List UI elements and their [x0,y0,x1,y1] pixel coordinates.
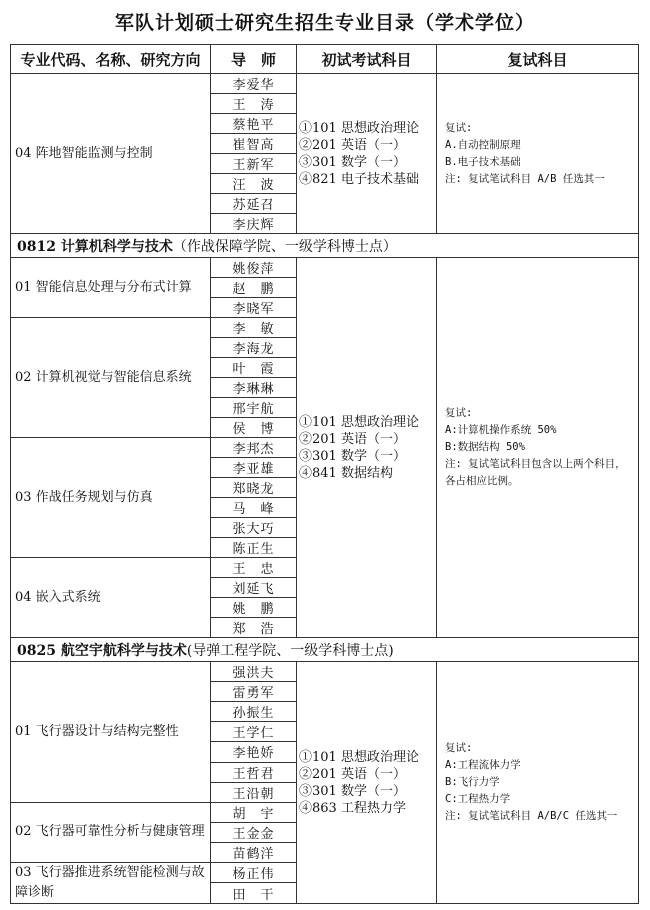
major-heading-row [11,234,639,258]
exam-subjects-cell [297,258,437,638]
exam-line: ②201 英语（一） [299,431,406,447]
advisor-cell: 郑晓龙 [211,478,297,498]
advisor-cell: 李晓军 [211,298,297,318]
exam-line: ③301 数学（一） [299,448,406,464]
exam-line: ②201 英语（一） [299,137,406,153]
exam-line: ①101 思想政治理论 [299,120,419,136]
advisor-cell: 王金金 [211,822,297,842]
advisor-cell: 李亚雄 [211,458,297,478]
major-name: 0812 计算机科学与技术 [17,238,173,255]
header-exam: 初试考试科目 [297,45,437,74]
retest-line: 注: 复试笔试科目包含以上两个科目，各占相应比例。 [445,458,626,488]
advisor-cell: 强洪夫 [211,662,297,682]
advisor-cell: 陈正生 [211,538,297,558]
advisor-cell: 王新军 [211,154,297,174]
direction-cell: 04 阵地智能监测与控制 [11,74,211,234]
advisor-cell: 崔智高 [211,134,297,154]
advisor-cell: 邢宇航 [211,398,297,418]
exam-line: ①101 思想政治理论 [299,749,419,765]
advisor-cell: 姚 鹏 [211,598,297,618]
advisor-cell: 王学仁 [211,722,297,742]
exam-line: ③301 数学（一） [299,154,406,170]
table-row [11,662,639,682]
retest-line: B:飞行力学 [445,776,500,789]
advisor-cell: 李 敏 [211,318,297,338]
advisor-cell: 雷勇军 [211,682,297,702]
advisor-cell: 孙振生 [211,702,297,722]
advisor-cell: 苗鹤洋 [211,842,297,862]
table-row [11,258,639,278]
exam-line: ③301 数学（一） [299,783,406,799]
retest-line: 注: 复试笔试科目 A/B/C 任选其一 [445,810,618,823]
direction-cell: 03 飞行器推进系统智能检测与故障诊断 [11,862,211,903]
retest-line: A.自动控制原理 [445,138,521,151]
major-heading [11,638,639,662]
advisor-cell: 姚俊萍 [211,258,297,278]
major-heading [11,234,639,258]
exam-subjects-cell [297,74,437,234]
advisor-cell: 李爱华 [211,74,297,94]
major-note: （作战保障学院、一级学科博士点） [172,238,397,255]
retest-line: C:工程热力学 [445,793,511,806]
header-code: 专业代码、名称、研究方向 [11,45,211,74]
advisor-cell: 李琳琳 [211,378,297,398]
header-row [11,45,639,74]
advisor-cell: 李庆辉 [211,214,297,234]
advisor-cell: 李海龙 [211,338,297,358]
advisor-cell: 王 忠 [211,558,297,578]
exam-subjects-cell [297,662,437,904]
advisor-cell: 李艳娇 [211,742,297,762]
advisor-cell: 侯 博 [211,418,297,438]
major-note: (导弹工程学院、一级学科博士点) [186,642,394,659]
exam-line: ④821 电子技术基础 [299,171,419,187]
advisor-cell: 王沿朝 [211,782,297,802]
advisor-cell: 蔡艳平 [211,114,297,134]
advisor-cell: 郑 浩 [211,618,297,638]
retest-subjects-cell [437,662,639,904]
retest-subjects-cell [437,258,639,638]
retest-line: B:数据结构 50% [445,441,525,454]
page-title: 军队计划硕士研究生招生专业目录（学术学位） [114,12,535,34]
advisor-cell: 苏延召 [211,194,297,214]
exam-line: ④841 数据结构 [299,465,393,481]
header-advisor: 导 师 [211,45,297,74]
exam-line: ②201 英语（一） [299,766,406,782]
advisor-cell: 杨正伟 [211,862,297,883]
advisor-cell: 李邦杰 [211,438,297,458]
retest-line: 注: 复试笔试科目 A/B 任选其一 [445,172,605,185]
advisor-cell: 马 峰 [211,498,297,518]
direction-cell: 02 飞行器可靠性分析与健康管理 [11,802,211,862]
direction-cell: 03 作战任务规划与仿真 [11,438,211,558]
direction-cell: 02 计算机视觉与智能信息系统 [11,318,211,438]
advisor-cell: 胡 宇 [211,802,297,822]
header-retest: 复试科目 [437,45,639,74]
advisor-cell: 赵 鹏 [211,278,297,298]
retest-line: 复试: [445,742,473,755]
retest-line: 复试: [445,121,473,134]
advisor-cell: 田 干 [211,883,297,904]
table-row [11,74,639,94]
retest-line: A:工程流体力学 [445,759,521,772]
exam-line: ①101 思想政治理论 [299,414,419,430]
advisor-cell: 叶 霞 [211,358,297,378]
advisor-cell: 刘延飞 [211,578,297,598]
advisor-cell: 王 涛 [211,94,297,114]
advisor-cell: 汪 波 [211,174,297,194]
catalog-table [10,44,639,904]
advisor-cell: 王哲君 [211,762,297,782]
direction-cell: 04 嵌入式系统 [11,558,211,638]
exam-line: ④863 工程热力学 [299,800,406,816]
advisor-cell: 张大巧 [211,518,297,538]
direction-cell: 01 智能信息处理与分布式计算 [11,258,211,318]
major-heading-row [11,638,639,662]
retest-subjects-cell [437,74,639,234]
retest-line: B.电子技术基础 [445,155,521,168]
retest-line: 复试: [445,407,473,420]
major-name: 0825 航空宇航科学与技术 [17,642,187,659]
direction-cell: 01 飞行器设计与结构完整性 [11,662,211,802]
retest-line: A:计算机操作系统 50% [445,424,557,437]
